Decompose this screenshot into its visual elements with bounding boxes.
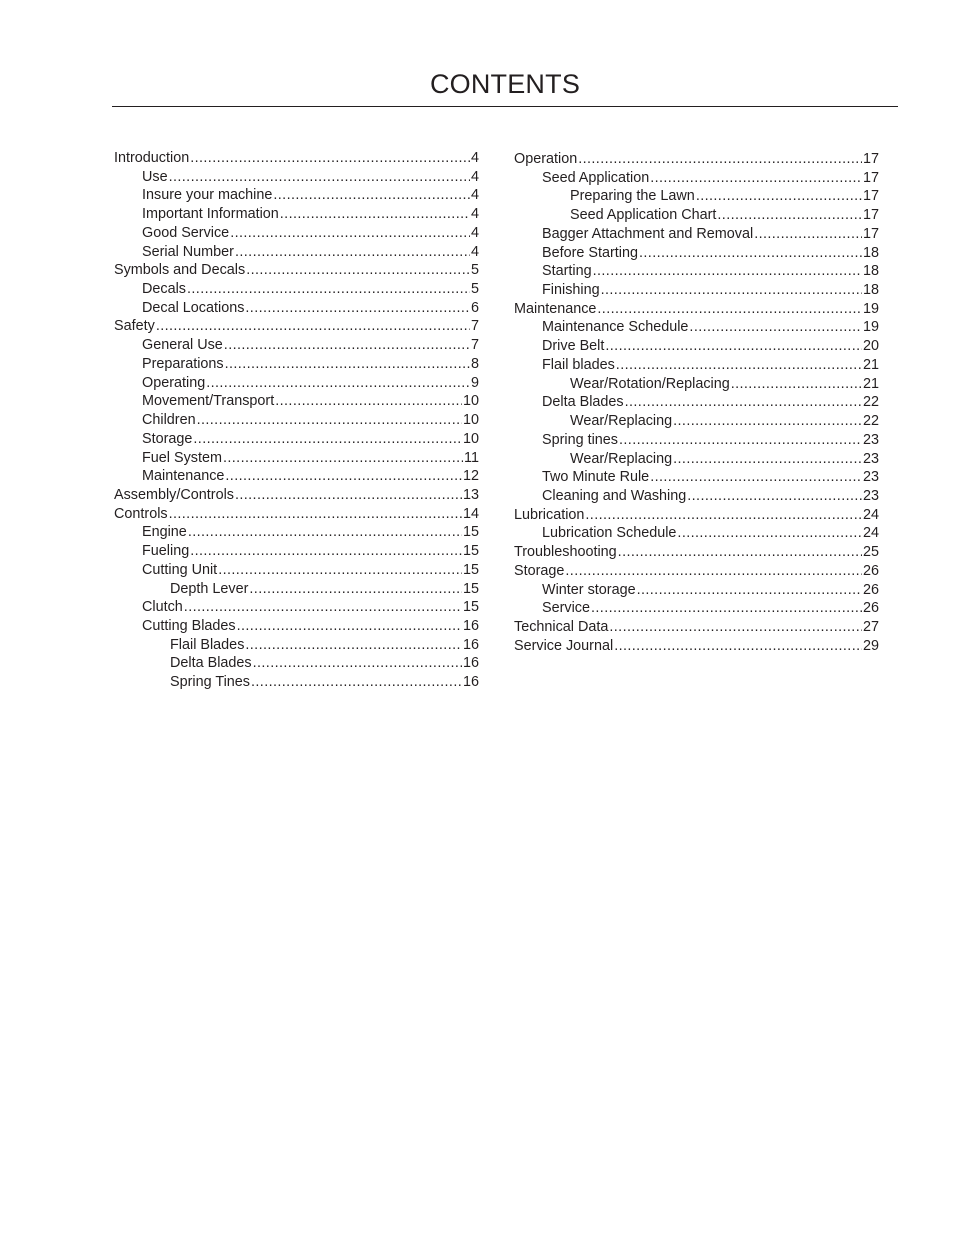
page-title: CONTENTS xyxy=(429,69,581,99)
toc-leader-dots xyxy=(637,581,862,600)
toc-entry[interactable] xyxy=(114,149,479,168)
toc-leader-dots xyxy=(190,149,470,168)
toc-entry-title: Seed Application Chart xyxy=(570,207,717,224)
toc-leader-dots xyxy=(246,261,470,280)
toc-entry-title: Engine xyxy=(142,524,187,541)
toc-entry-page: 22 xyxy=(862,394,879,411)
toc-entry-title: Lubrication Schedule xyxy=(542,525,677,542)
toc-entry-title: Introduction xyxy=(114,150,190,166)
toc-entry-page: 4 xyxy=(470,168,479,185)
toc-entry-title: Preparing the Lawn xyxy=(570,188,695,205)
toc-entry[interactable] xyxy=(514,618,879,637)
toc-entry-title: Preparations xyxy=(142,355,224,372)
toc-entry-page: 19 xyxy=(862,300,879,317)
toc-entry-title: Operation xyxy=(514,151,578,167)
toc-leader-dots xyxy=(235,243,470,262)
toc-entry-page: 6 xyxy=(470,299,479,316)
title-divider xyxy=(112,106,898,107)
toc-entry-page: 4 xyxy=(470,224,479,241)
toc-entry-title: Troubleshooting xyxy=(514,544,617,561)
toc-leader-dots xyxy=(677,524,862,543)
toc-entry-page: 15 xyxy=(462,599,479,616)
toc-entry[interactable] xyxy=(514,318,879,337)
toc-entry-page: 16 xyxy=(462,674,479,691)
toc-entry-title: Important Information xyxy=(142,206,279,223)
toc-entry-page: 22 xyxy=(862,413,879,430)
toc-entry-title: Maintenance xyxy=(142,468,225,485)
toc-entry-page: 4 xyxy=(470,243,479,260)
toc-leader-dots xyxy=(731,375,862,394)
toc-entry[interactable] xyxy=(514,431,879,450)
toc-leader-dots xyxy=(197,411,462,430)
toc-entry-page: 19 xyxy=(862,319,879,336)
toc-leader-dots xyxy=(218,561,462,580)
toc-entry-page: 11 xyxy=(464,449,479,466)
toc-entry[interactable] xyxy=(514,562,879,581)
toc-entry-title: Cleaning and Washing xyxy=(542,487,687,504)
toc-leader-dots xyxy=(280,205,470,224)
toc-leader-dots xyxy=(650,468,862,487)
toc-entry-page: 25 xyxy=(862,544,879,561)
toc-entry-page: 15 xyxy=(462,561,479,578)
toc-entry[interactable] xyxy=(114,336,479,355)
toc-leader-dots xyxy=(225,355,470,374)
toc-entry-page: 12 xyxy=(462,468,479,485)
toc-entry-page: 14 xyxy=(462,505,479,522)
toc-entry[interactable] xyxy=(514,450,879,469)
toc-entry[interactable] xyxy=(114,430,479,449)
toc-entry-page: 10 xyxy=(462,430,479,447)
toc-entry-page: 21 xyxy=(862,375,879,392)
toc-entry-page: 26 xyxy=(862,562,879,579)
toc-entry-page: 7 xyxy=(470,318,479,335)
toc-entry[interactable] xyxy=(514,187,879,206)
toc-leader-dots xyxy=(639,244,862,263)
toc-entry-title: Two Minute Rule xyxy=(542,469,650,486)
toc-entry[interactable] xyxy=(114,317,479,336)
toc-entry-title: Assembly/Controls xyxy=(114,486,234,503)
toc-entry[interactable] xyxy=(514,581,879,600)
toc-entry-page: 13 xyxy=(462,486,479,503)
toc-entry[interactable] xyxy=(514,599,879,618)
toc-entry-page: 16 xyxy=(462,617,479,634)
toc-entry-title: Fueling xyxy=(142,543,190,560)
toc-entry-page: 15 xyxy=(462,580,479,597)
toc-leader-dots xyxy=(223,449,463,468)
toc-leader-dots xyxy=(593,262,862,281)
toc-leader-dots xyxy=(696,187,862,206)
toc-leader-dots xyxy=(245,299,470,318)
toc-entry[interactable] xyxy=(514,206,879,225)
toc-entry-page: 20 xyxy=(862,338,879,355)
toc-entry[interactable] xyxy=(114,561,479,580)
toc-entry-title: Wear/Replacing xyxy=(570,450,673,467)
toc-entry-title: Use xyxy=(142,168,168,185)
toc-leader-dots xyxy=(253,654,462,673)
toc-leader-dots xyxy=(609,618,862,637)
toc-entry[interactable] xyxy=(514,543,879,562)
toc-entry-title: General Use xyxy=(142,337,223,354)
toc-entry-title: Flail Blades xyxy=(170,636,245,653)
toc-leader-dots xyxy=(235,486,462,505)
toc-entry[interactable] xyxy=(114,449,479,468)
toc-leader-dots xyxy=(188,523,462,542)
toc-column-left xyxy=(114,149,479,692)
toc-entry[interactable] xyxy=(114,467,479,486)
toc-leader-dots xyxy=(245,636,462,655)
toc-entry-title: Delta Blades xyxy=(170,655,252,672)
toc-entry-page: 18 xyxy=(862,244,879,261)
toc-leader-dots xyxy=(687,487,862,506)
toc-entry-page: 10 xyxy=(462,412,479,429)
toc-entry-title: Safety xyxy=(114,318,155,335)
toc-entry[interactable] xyxy=(114,261,479,280)
toc-leader-dots xyxy=(614,637,862,656)
toc-leader-dots xyxy=(251,673,462,692)
toc-leader-dots xyxy=(650,169,862,188)
toc-entry-title: Symbols and Decals xyxy=(114,262,246,279)
toc-entry-page: 21 xyxy=(862,356,879,373)
toc-column-right xyxy=(514,150,879,655)
toc-entry-page: 16 xyxy=(462,655,479,672)
toc-leader-dots xyxy=(591,599,862,618)
toc-entry-page: 15 xyxy=(462,543,479,560)
toc-entry-title: Flail blades xyxy=(542,356,615,373)
toc-entry-title: Lubrication xyxy=(514,506,585,523)
toc-entry[interactable] xyxy=(114,186,479,205)
toc-entry-title: Storage xyxy=(514,562,565,579)
toc-entry-page: 23 xyxy=(862,450,879,467)
toc-entry-page: 4 xyxy=(470,187,479,204)
toc-entry-title: Seed Application xyxy=(542,169,650,186)
toc-entry-title: Finishing xyxy=(542,282,600,299)
toc-entry[interactable] xyxy=(114,299,479,318)
toc-leader-dots xyxy=(206,374,470,393)
toc-entry[interactable] xyxy=(114,617,479,636)
toc-leader-dots xyxy=(625,393,862,412)
toc-leader-dots xyxy=(237,617,462,636)
toc-entry[interactable] xyxy=(514,524,879,543)
toc-entry[interactable] xyxy=(514,412,879,431)
toc-entry[interactable] xyxy=(514,506,879,525)
toc-entry-title: Service Journal xyxy=(514,637,614,654)
toc-entry-title: Bagger Attachment and Removal xyxy=(542,225,754,242)
toc-entry[interactable] xyxy=(514,300,879,319)
toc-entry[interactable] xyxy=(114,580,479,599)
toc-leader-dots xyxy=(565,562,862,581)
toc-entry-page: 29 xyxy=(862,637,879,654)
toc-leader-dots xyxy=(249,580,462,599)
toc-leader-dots xyxy=(193,430,462,449)
toc-leader-dots xyxy=(585,506,862,525)
toc-entry-title: Controls xyxy=(114,505,168,522)
toc-entry-title: Wear/Rotation/Replacing xyxy=(570,375,730,392)
toc-entry[interactable] xyxy=(114,673,479,692)
toc-entry-title: Movement/Transport xyxy=(142,393,275,410)
toc-leader-dots xyxy=(616,356,862,375)
toc-entry-page: 17 xyxy=(862,151,879,167)
toc-entry-title: Winter storage xyxy=(542,581,636,598)
toc-entry-title: Decals xyxy=(142,281,186,298)
toc-leader-dots xyxy=(673,412,862,431)
toc-entry[interactable] xyxy=(514,150,879,169)
toc-entry-page: 24 xyxy=(862,525,879,542)
toc-entry[interactable] xyxy=(114,654,479,673)
toc-entry-page: 26 xyxy=(862,600,879,617)
toc-leader-dots xyxy=(601,281,862,300)
toc-entry-title: Wear/Replacing xyxy=(570,413,673,430)
toc-entry-page: 15 xyxy=(462,524,479,541)
toc-entry-page: 23 xyxy=(862,487,879,504)
toc-entry[interactable] xyxy=(114,505,479,524)
toc-leader-dots xyxy=(224,336,470,355)
toc-leader-dots xyxy=(190,542,462,561)
toc-entry-page: 23 xyxy=(862,469,879,486)
toc-entry-page: 27 xyxy=(862,618,879,635)
toc-entry-title: Drive Belt xyxy=(542,338,605,355)
toc-entry-page: 18 xyxy=(862,282,879,299)
toc-entry-title: Decal Locations xyxy=(142,299,245,316)
toc-entry[interactable] xyxy=(114,392,479,411)
toc-entry-title: Spring tines xyxy=(542,431,618,448)
toc-entry-title: Before Starting xyxy=(542,244,638,261)
toc-leader-dots xyxy=(187,280,470,299)
toc-entry-page: 16 xyxy=(462,636,479,653)
toc-entry-page: 4 xyxy=(470,206,479,223)
toc-entry[interactable] xyxy=(114,411,479,430)
toc-entry[interactable] xyxy=(114,523,479,542)
toc-entry-page: 17 xyxy=(862,169,879,186)
toc-entry-title: Cutting Unit xyxy=(142,561,218,578)
toc-entry[interactable] xyxy=(114,224,479,243)
toc-entry-title: Maintenance xyxy=(514,300,597,317)
toc-entry[interactable] xyxy=(514,393,879,412)
toc-entry[interactable] xyxy=(114,636,479,655)
toc-entry-page: 17 xyxy=(862,225,879,242)
toc-leader-dots xyxy=(578,150,862,169)
toc-entry-page: 10 xyxy=(462,393,479,410)
toc-entry[interactable] xyxy=(514,169,879,188)
toc-leader-dots xyxy=(717,206,862,225)
toc-entry[interactable] xyxy=(114,486,479,505)
toc-entry[interactable] xyxy=(114,355,479,374)
toc-entry[interactable] xyxy=(514,637,879,656)
toc-entry-title: Cutting Blades xyxy=(142,617,236,634)
toc-entry-title: Fuel System xyxy=(142,449,222,466)
toc-entry-title: Maintenance Schedule xyxy=(542,319,689,336)
toc-entry-title: Insure your machine xyxy=(142,187,273,204)
toc-entry[interactable] xyxy=(514,262,879,281)
toc-entry-page: 23 xyxy=(862,431,879,448)
toc-leader-dots xyxy=(754,225,862,244)
toc-entry-page: 7 xyxy=(470,337,479,354)
toc-entry[interactable] xyxy=(114,374,479,393)
toc-entry-title: Delta Blades xyxy=(542,394,624,411)
toc-entry-page: 17 xyxy=(862,188,879,205)
toc-entry-title: Service xyxy=(542,600,590,617)
toc-leader-dots xyxy=(184,598,462,617)
toc-entry-page: 26 xyxy=(862,581,879,598)
toc-leader-dots xyxy=(673,450,862,469)
toc-entry[interactable] xyxy=(114,205,479,224)
toc-entry[interactable] xyxy=(514,356,879,375)
toc-entry-title: Children xyxy=(142,412,196,429)
toc-entry[interactable] xyxy=(114,243,479,262)
toc-leader-dots xyxy=(169,505,462,524)
toc-entry-page: 5 xyxy=(470,262,479,279)
toc-entry[interactable] xyxy=(514,468,879,487)
toc-entry-title: Technical Data xyxy=(514,618,609,635)
toc-leader-dots xyxy=(597,300,862,319)
toc-entry[interactable] xyxy=(514,244,879,263)
toc-entry-title: Serial Number xyxy=(142,243,234,260)
toc-leader-dots xyxy=(230,224,470,243)
toc-entry[interactable] xyxy=(114,542,479,561)
toc-leader-dots xyxy=(605,337,862,356)
toc-entry[interactable] xyxy=(514,225,879,244)
toc-entry[interactable] xyxy=(514,487,879,506)
toc-entry-page: 17 xyxy=(862,207,879,224)
toc-leader-dots xyxy=(225,467,462,486)
toc-entry-title: Storage xyxy=(142,430,193,447)
toc-entry[interactable] xyxy=(114,598,479,617)
toc-entry-title: Depth Lever xyxy=(170,580,249,597)
toc-entry[interactable] xyxy=(114,168,479,187)
toc-leader-dots xyxy=(169,168,470,187)
toc-entry-page: 24 xyxy=(862,506,879,523)
toc-leader-dots xyxy=(689,318,862,337)
toc-entry-page: 9 xyxy=(470,374,479,391)
toc-entry-page: 5 xyxy=(470,281,479,298)
toc-entry-page: 8 xyxy=(470,355,479,372)
toc-leader-dots xyxy=(273,186,470,205)
toc-entry[interactable] xyxy=(114,280,479,299)
toc-entry-title: Good Service xyxy=(142,224,230,241)
toc-entry-title: Operating xyxy=(142,374,206,391)
toc-entry-title: Starting xyxy=(542,263,592,280)
toc-entry-title: Spring Tines xyxy=(170,674,250,691)
toc-entry-page: 4 xyxy=(470,150,479,166)
toc-entry[interactable] xyxy=(514,281,879,300)
toc-leader-dots xyxy=(619,431,862,450)
toc-leader-dots xyxy=(618,543,862,562)
toc-entry-page: 18 xyxy=(862,263,879,280)
toc-entry[interactable] xyxy=(514,375,879,394)
toc-entry-title: Clutch xyxy=(142,599,183,616)
toc-entry[interactable] xyxy=(514,337,879,356)
toc-leader-dots xyxy=(275,392,462,411)
toc-leader-dots xyxy=(156,317,470,336)
